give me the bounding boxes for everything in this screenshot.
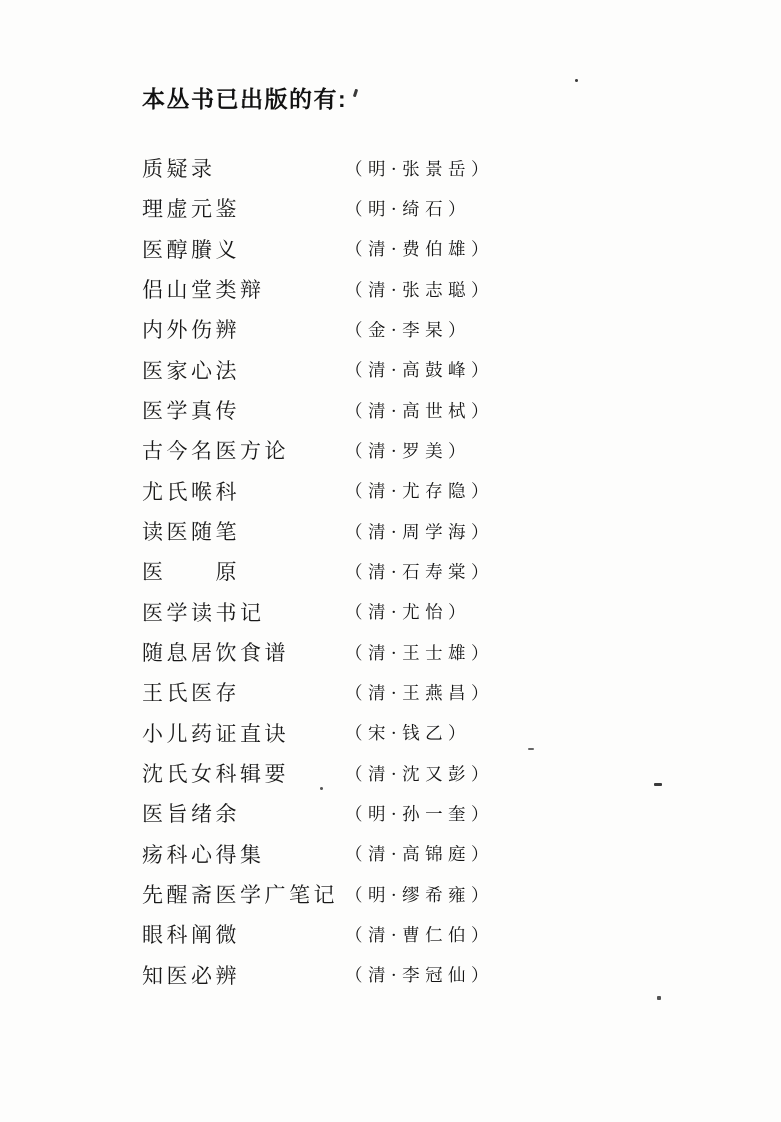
book-entry: [142, 188, 702, 228]
book-title: 医家心法: [142, 358, 240, 383]
book-title: 尤氏喉科: [142, 479, 240, 504]
book-attribution: （清·王士雄）: [345, 643, 495, 664]
book-attribution: （清·高鼓峰）: [345, 361, 495, 382]
book-attribution: （明·张景岳）: [345, 159, 495, 180]
book-attribution: （明·孙一奎）: [345, 804, 495, 825]
scan-speck: [528, 748, 534, 750]
book-entry: [142, 148, 702, 188]
book-title: 古今名医方论: [142, 439, 289, 464]
book-title: 沈氏女科辑要: [142, 762, 289, 787]
book-entry: [142, 471, 702, 511]
book-attribution: （清·张志聪）: [345, 280, 495, 301]
book-attribution: （清·石寿棠）: [345, 562, 495, 583]
book-attribution: （明·绮石）: [345, 199, 472, 220]
book-attribution: （清·李冠仙）: [345, 966, 495, 987]
book-attribution: （清·沈又彭）: [345, 764, 495, 785]
book-title: 王氏医存: [142, 681, 240, 706]
book-attribution: （清·王燕昌）: [345, 683, 495, 704]
book-entry: [142, 592, 702, 632]
scan-speck: [654, 783, 662, 786]
book-title: 侣山堂类辩: [142, 278, 265, 303]
book-attribution: （宋·钱乙）: [345, 724, 472, 745]
book-title: 医醇賸义: [142, 237, 240, 262]
book-entry: [142, 914, 702, 954]
book-title: 质疑录: [142, 157, 216, 182]
book-title: 随息居饮食谱: [142, 641, 289, 666]
book-title: 理虚元鉴: [142, 197, 240, 222]
book-attribution: （清·费伯雄）: [345, 240, 495, 261]
book-title: 医 原: [142, 560, 240, 585]
book-title: 知医必辨: [142, 963, 240, 988]
book-title: 医学真传: [142, 399, 240, 424]
book-attribution: （清·罗美）: [345, 441, 472, 462]
book-entry: [142, 229, 702, 269]
book-entry: [142, 955, 702, 995]
book-title: 先醒斋医学广笔记: [142, 883, 338, 908]
book-attribution: （清·曹仁伯）: [345, 925, 495, 946]
book-title: 医学读书记: [142, 600, 265, 625]
book-entry: [142, 511, 702, 551]
book-entry: [142, 309, 702, 349]
book-attribution: （清·尤存隐）: [345, 482, 495, 503]
book-entry: [142, 390, 702, 430]
book-entry: [142, 430, 702, 470]
book-attribution: （清·高锦庭）: [345, 845, 495, 866]
book-attribution: （清·周学海）: [345, 522, 495, 543]
book-title: 读医随笔: [142, 520, 240, 545]
book-entry: [142, 672, 702, 712]
book-entry: [142, 753, 702, 793]
book-entry: [142, 874, 702, 914]
book-entry: [142, 551, 702, 591]
book-title: 小儿药证直诀: [142, 721, 289, 746]
book-entry: [142, 713, 702, 753]
book-title: 医旨绪余: [142, 802, 240, 827]
book-entry: [142, 793, 702, 833]
book-attribution: （清·高世栻）: [345, 401, 495, 422]
book-attribution: （金·李杲）: [345, 320, 472, 341]
book-attribution: （明·缪希雍）: [345, 885, 495, 906]
book-attribution: （清·尤怡）: [345, 603, 472, 624]
book-title: 内外伤辨: [142, 318, 240, 343]
book-entry: [142, 269, 702, 309]
book-title: 眼科阐微: [142, 923, 240, 948]
page-title: 本丛书已出版的有:: [142, 86, 348, 112]
book-entry: [142, 632, 702, 672]
book-entry: [142, 834, 702, 874]
scan-speck: [575, 79, 578, 82]
book-title: 疡科心得集: [142, 842, 265, 867]
scan-speck: [320, 787, 323, 790]
scan-speck: [657, 996, 661, 1000]
book-entry: [142, 350, 702, 390]
scan-speck: [353, 89, 358, 98]
book-list: [142, 148, 702, 995]
